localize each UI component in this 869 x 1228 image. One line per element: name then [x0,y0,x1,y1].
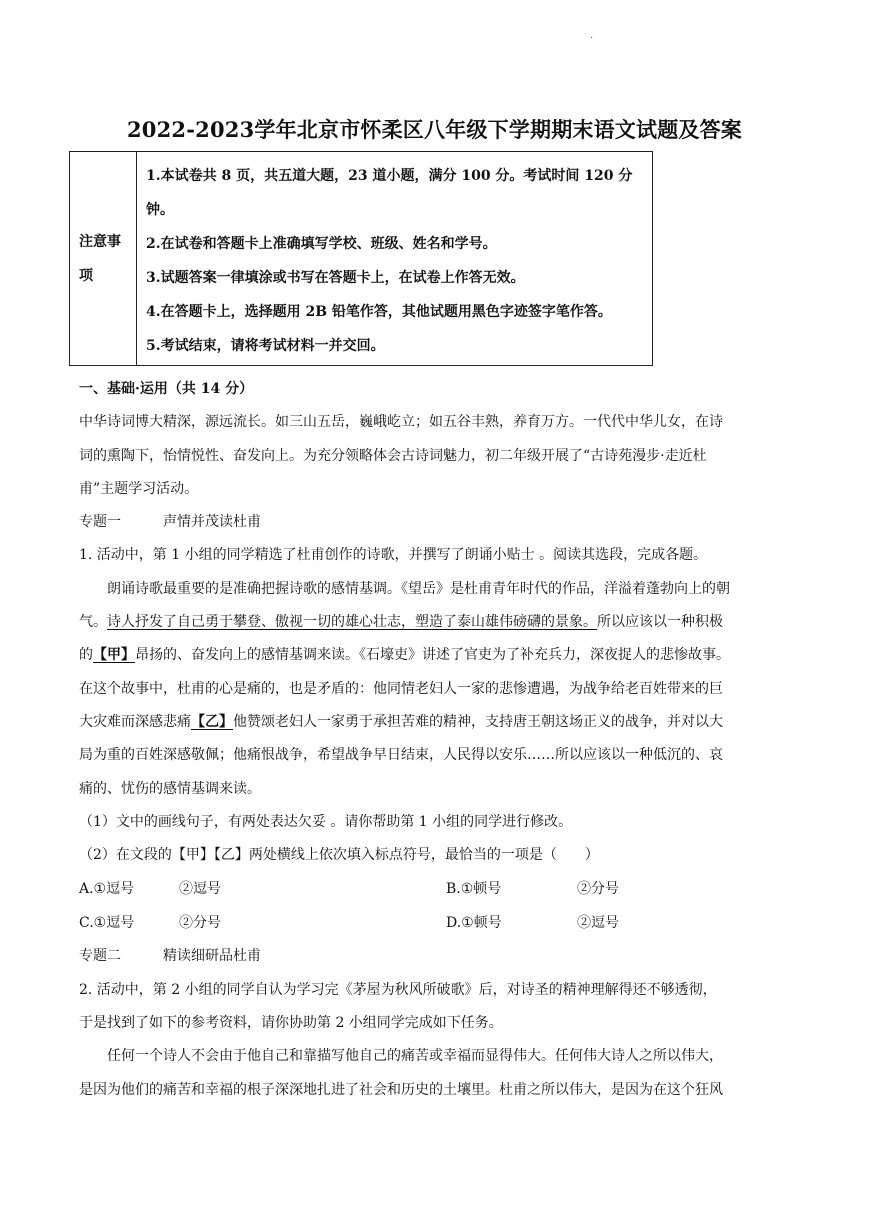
reference-line: 是因为他们的痛苦和幸福的根子深深地扎进了社会和历史的土壤里。杜甫之所以伟大，是因为在这个狂风 [79,1081,723,1098]
notice-heading-line2: 项 [79,267,93,284]
options-row [79,906,794,940]
passage-text: 的 [79,647,93,664]
notice-line: 3.试题答案一律填涂或书写在答题卡上，在试卷上作答无效。 [146,270,525,286]
reference-line: 任何一个诗人不会由于他自己和靠描写他自己的痛苦或幸福而显得伟大。任何伟大诗人之所以伟大， [107,1048,723,1065]
passage-line: 朗诵诗歌最重要的是准确把握诗歌的感情基调。《望岳》是杜甫青年时代的作品，洋溢着蓬勃向上的朝 [107,580,730,597]
passage-text: 他赞颂老妇人一家勇于承担苦难的精神，支持唐王朝这场正义的战争，并对以大 [233,713,723,730]
passage-line [79,706,794,739]
notice-heading-line1: 注意事 [79,233,121,250]
topic-one-name: 声情并茂读杜甫 [163,514,261,531]
blank-yi: 【乙】 [191,713,233,730]
option-d-part1: D.①顿号 [446,915,502,932]
header-mark: . [590,30,594,41]
notice-line: 2.在试卷和答题卡上准确填写学校、班级、姓名和学号。 [146,236,497,252]
passage-line: 痛的、忧伤的感情基调来读。 [79,780,261,797]
question-1-part-1: （1）文中的画线句子，有两处表达欠妥 。请你帮助第 1 小组的同学进行修改。 [79,813,573,830]
page-title: 2022-2023学年北京市怀柔区八年级下学期期末语文试题及答案 [126,117,742,142]
blank-jia: 【甲】 [93,647,135,664]
option-a-part1: A.①逗号 [79,881,135,898]
passage-line [79,639,794,672]
option-b-part2: ②分号 [577,881,619,898]
question-1-stem: 1. 活动中，第 1 小组的同学精选了杜甫创作的诗歌，并撰写了朗诵小贴士 。阅读其选段，完成各题。 [79,547,708,564]
question-1-part-2: （2）在文段的【甲】【乙】两处横线上依次填入标点符号，最恰当的一项是（ ） [79,847,599,864]
intro-line: 甫”主题学习活动。 [79,480,199,497]
intro-line: 中华诗词博大精深，源远流长。如三山五岳，巍峨屹立；如五谷丰熟，养育万方。一代代中华儿女，在诗 [79,414,723,431]
underlined-sentence: 诗人抒发了自己勇于攀登、傲视一切的雄心壮志，塑造了泰山雄伟磅礴的景象。 [107,614,597,631]
topic-two-label: 专题二 [79,948,121,965]
notice-line: 1.本试卷共 8 页，共五道大题，23 道小题，满分 100 分。考试时间 120 分 [146,168,633,184]
topic-one-label: 专题一 [79,514,121,531]
passage-line: 在这个故事中，杜甫的心是痛的，也是矛盾的：他同情老妇人一家的悲惨遭遇，为战争给老百姓带来的巨 [79,680,723,697]
topic-two-name: 精读细研品杜甫 [163,948,261,965]
topic-two [79,940,794,973]
option-c-part1: C.①逗号 [79,915,135,932]
notice-line: 5.考试结束，请将考试材料一并交回。 [146,338,385,354]
notice-box [69,151,653,366]
question-2-line: 2. 活动中，第 2 小组的同学自认为学习完《茅屋为秋风所破歌》后，对诗圣的精神理解得还不够透彻， [79,981,717,998]
passage-line [79,606,794,639]
passage-text: 昂扬的、奋发向上的感情基调来读。《石壕吏》讲述了官吏为了补充兵力，深夜捉人的悲惨故事。 [135,647,730,664]
option-d-part2: ②逗号 [577,915,619,932]
option-b-part1: B.①顿号 [446,881,502,898]
options-row [79,872,794,906]
topic-one [79,506,794,539]
notice-line: 4.在答题卡上，选择题用 2B 铅笔作答，其他试题用黑色字迹签字笔作答。 [146,304,612,320]
exam-content [79,373,794,1107]
passage-text: 所以应该以一种积极 [597,614,723,631]
intro-line: 词的熏陶下，怡情悦性、奋发向上。为充分领略体会古诗词魅力，初二年级开展了“古诗苑漫步·走近杜 [79,447,707,464]
question-2-line: 于是找到了如下的参考资料，请你协助第 2 小组同学完成如下任务。 [79,1015,503,1032]
passage-text: 气。 [79,614,107,631]
notice-line: 钟。 [146,202,174,218]
notice-body [137,152,652,365]
section-heading: 一、基础·运用（共 14 分） [79,381,254,397]
passage-text: 大灾难而深感悲痛 [79,713,191,730]
option-a-part2: ②逗号 [179,881,221,898]
option-c-part2: ②分号 [179,915,221,932]
notice-heading [70,152,137,365]
passage-line: 局为重的百姓深感敬佩；他痛恨战争，希望战争早日结束，人民得以安乐……所以应该以一种低沉的、哀 [79,747,723,764]
